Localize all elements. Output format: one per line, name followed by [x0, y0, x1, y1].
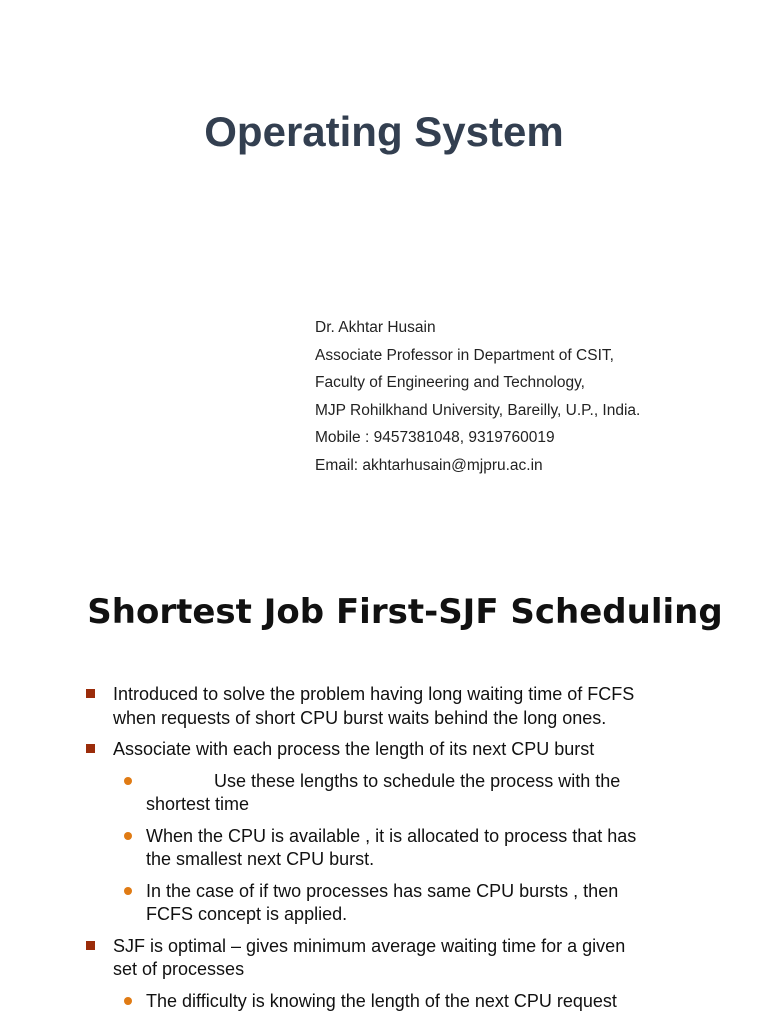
list-item-text: Introduced to solve the problem having long waiting time of FCFS when requests of short CPU burst waits behind the long ones.: [113, 684, 635, 728]
square-bullet-icon: [86, 689, 95, 698]
list-item: [0, 738, 768, 762]
round-bullet-icon: [124, 997, 132, 1005]
list-item: [0, 683, 768, 730]
list-item-text: SJF is optimal – gives minimum average waiting time for a given set of processes: [113, 935, 626, 979]
sub-list-item-text: Use these lengths to schedule the process with the shortest time: [146, 770, 621, 814]
square-bullet-icon: [86, 744, 95, 753]
author-position: Associate Professor in Department of CSIT,: [315, 346, 614, 364]
author-name: Dr. Akhtar Husain: [315, 319, 436, 336]
round-bullet-icon: [124, 832, 132, 840]
author-mobile: Mobile : 9457381048, 9319760019: [315, 429, 555, 447]
list-item-text: Associate with each process the length of its next CPU burst: [113, 739, 595, 759]
list-item: [0, 935, 768, 982]
author-email: Email: akhtarhusain@mjpru.ac.in: [315, 456, 543, 474]
sub-list-item: [0, 990, 768, 1014]
round-bullet-icon: [124, 777, 132, 785]
sub-list-item: [0, 770, 768, 817]
section-title: Shortest Job First-SJF Scheduling: [87, 592, 723, 632]
round-bullet-icon: [124, 887, 132, 895]
author-block: [315, 314, 640, 480]
bullet-list: [0, 683, 768, 1021]
square-bullet-icon: [86, 941, 95, 950]
sub-list-item-text: When the CPU is available , it is allocated to process that has the smallest next CPU burst.: [146, 825, 637, 869]
author-university: MJP Rohilkhand University, Bareilly, U.P., India.: [315, 401, 641, 419]
sub-list-item-text: The difficulty is knowing the length of the next CPU request: [146, 990, 617, 1011]
sub-list-item-text: In the case of if two processes has same CPU bursts , then FCFS concept is applied.: [146, 880, 619, 924]
sub-list-item: [0, 825, 768, 872]
sub-list-item: [0, 880, 768, 927]
page-title: Operating System: [204, 108, 564, 155]
author-faculty: Faculty of Engineering and Technology,: [315, 374, 585, 392]
